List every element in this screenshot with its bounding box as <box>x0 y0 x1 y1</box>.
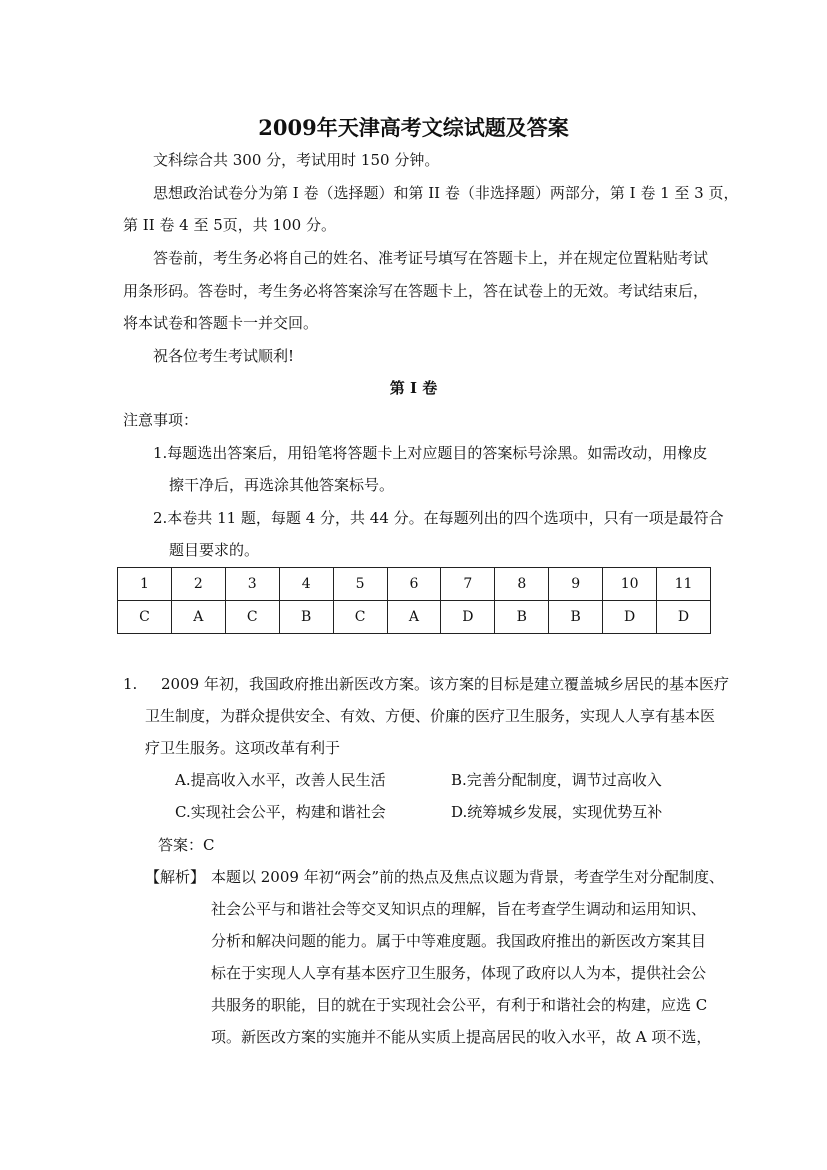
intro-instructions-line3: 将本试卷和答题卡一并交回。 <box>123 314 319 332</box>
answer-cell: C <box>225 601 279 634</box>
question-number-cell: 3 <box>225 568 279 601</box>
intro-structure-line2: 第 II 卷 4 至 5页，共 100 分。 <box>123 216 336 234</box>
answer-cell: D <box>441 601 495 634</box>
question-number-cell: 9 <box>549 568 603 601</box>
question-number-cell: 8 <box>495 568 549 601</box>
question-1-stem-line1: 2009 年初，我国政府推出新医改方案。该方案的目标是建立覆盖城乡居民的基本医疗 <box>161 675 729 693</box>
question-number-cell: 5 <box>333 568 387 601</box>
intro-total-score: 文科综合共 300 分，考试用时 150 分钟。 <box>153 151 440 169</box>
question-1-answer: 答案：C <box>158 836 215 854</box>
notes-item-2-line2: 题目要求的。 <box>169 541 260 559</box>
answer-table <box>117 567 711 634</box>
answer-cell: C <box>118 601 172 634</box>
answer-cell: B <box>279 601 333 634</box>
page-title: 2009年天津高考文综试题及答案 <box>258 115 569 140</box>
intro-instructions-line2: 用条形码。答卷时，考生务必将答案涂写在答题卡上，答在试卷上的无效。考试结束后， <box>123 282 709 300</box>
notes-item-2-line1: 2.本卷共 11 题，每题 4 分，共 44 分。在每题列出的四个选项中，只有一项是最符合 <box>153 509 724 527</box>
analysis-line-4: 标在于实现人人享有基本医疗卫生服务，体现了政府以人为本，提供社会公 <box>211 964 707 982</box>
question-number-cell: 10 <box>603 568 657 601</box>
answer-table-number-row <box>118 568 711 601</box>
notes-item-1-line1: 1.每题选出答案后，用铅笔将答题卡上对应题目的答案标号涂黑。如需改动，用橡皮 <box>153 444 708 462</box>
question-number-cell: 11 <box>657 568 711 601</box>
question-1-option-a: A.提高收入水平，改善人民生活 <box>175 771 386 789</box>
question-number-cell: 2 <box>171 568 225 601</box>
answer-cell: D <box>603 601 657 634</box>
question-number-cell: 7 <box>441 568 495 601</box>
answer-cell: C <box>333 601 387 634</box>
analysis-line-1: 本题以 2009 年初“两会”前的热点及焦点议题为背景，考查学生对分配制度、 <box>211 868 725 886</box>
question-number-cell: 1 <box>118 568 172 601</box>
answer-cell: B <box>495 601 549 634</box>
answer-cell: A <box>171 601 225 634</box>
section-title: 第 I 卷 <box>389 379 438 397</box>
analysis-line-3: 分析和解决问题的能力。属于中等难度题。我国政府推出的新医改方案其目 <box>211 932 707 950</box>
analysis-line-5: 共服务的职能，目的就在于实现社会公平，有利于和谐社会的构建，应选 C <box>211 996 708 1014</box>
question-1-stem-line2: 卫生制度，为群众提供安全、有效、方便、价廉的医疗卫生服务，实现人人享有基本医 <box>145 707 716 725</box>
answer-cell: B <box>549 601 603 634</box>
analysis-line-6: 项。新医改方案的实施并不能从实质上提高居民的收入水平，故 A 项不选， <box>211 1028 712 1046</box>
question-number-cell: 6 <box>387 568 441 601</box>
answer-cell: A <box>387 601 441 634</box>
question-1-stem-line3: 疗卫生服务。这项改革有利于 <box>145 739 341 757</box>
analysis-line-2: 社会公平与和谐社会等交叉知识点的理解，旨在考查学生调动和运用知识、 <box>211 900 707 918</box>
question-1-option-d: D.统筹城乡发展，实现优势互补 <box>451 803 663 821</box>
notes-heading: 注意事项： <box>123 411 199 429</box>
intro-instructions-line1: 答卷前，考生务必将自己的姓名、准考证号填写在答题卡上，并在规定位置粘贴考试 <box>153 249 709 267</box>
answer-table-answer-row <box>118 601 711 634</box>
question-1-option-c: C.实现社会公平，构建和谐社会 <box>175 803 386 821</box>
intro-structure-line1: 思想政治试卷分为第 I 卷（选择题）和第 II 卷（非选择题）两部分，第 I 卷 1 至 3 页， <box>153 184 739 202</box>
answer-cell: D <box>657 601 711 634</box>
intro-good-luck: 祝各位考生考试顺利! <box>153 347 295 365</box>
notes-item-1-line2: 擦干净后，再选涂其他答案标号。 <box>169 476 395 494</box>
question-1-number: 1. <box>123 675 138 693</box>
question-number-cell: 4 <box>279 568 333 601</box>
question-1-option-b: B.完善分配制度，调节过高收入 <box>451 771 662 789</box>
analysis-label: 【解析】 <box>145 868 206 886</box>
